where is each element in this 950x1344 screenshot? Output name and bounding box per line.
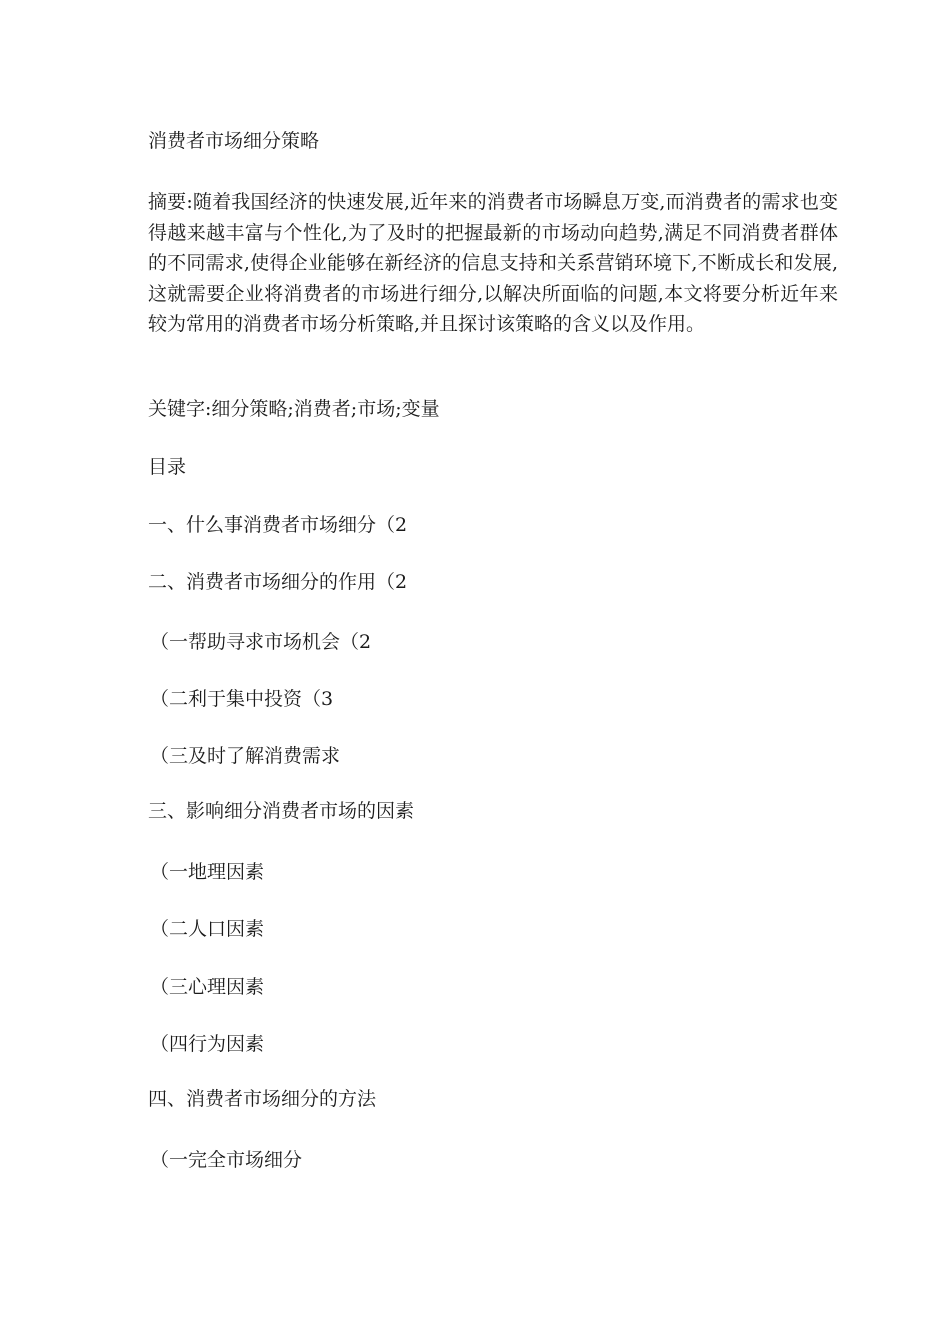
toc-item: 四、消费者市场细分的方法	[148, 1088, 377, 1110]
toc-item: 一、什么事消费者市场细分（2	[148, 514, 408, 536]
keywords-line: 关键字:细分策略;消费者;市场;变量	[148, 398, 440, 420]
document-title: 消费者市场细分策略	[148, 130, 320, 152]
toc-item: （四行为因素	[150, 1033, 265, 1055]
toc-item: （二利于集中投资（3	[150, 688, 334, 710]
toc-item: （三及时了解消费需求	[150, 745, 341, 767]
toc-item: 二、消费者市场细分的作用（2	[148, 571, 408, 593]
toc-heading: 目录	[148, 456, 187, 478]
toc-item: （一完全市场细分	[150, 1149, 303, 1171]
toc-item: （二人口因素	[150, 918, 265, 940]
toc-item: （一地理因素	[150, 861, 265, 883]
toc-item: （一帮助寻求市场机会（2	[150, 631, 372, 653]
abstract-paragraph: 摘要:随着我国经济的快速发展,近年来的消费者市场瞬息万变,而消费者的需求也变得越来越丰富与个性化,为了及时的把握最新的市场动向趋势,满足不同消费者群体的不同需求,使得企业能够在新经济的信息支持和关系营销环境下,不断成长和发展,这就需要企业将消费者的市场进行细分,以解决所面临的问题,本文将要分析近年来较为常用的消费者市场分析策略,并且探讨该策略的含义以及作用。	[148, 191, 838, 335]
toc-item: 三、影响细分消费者市场的因素	[148, 800, 415, 822]
toc-item: （三心理因素	[150, 976, 265, 998]
